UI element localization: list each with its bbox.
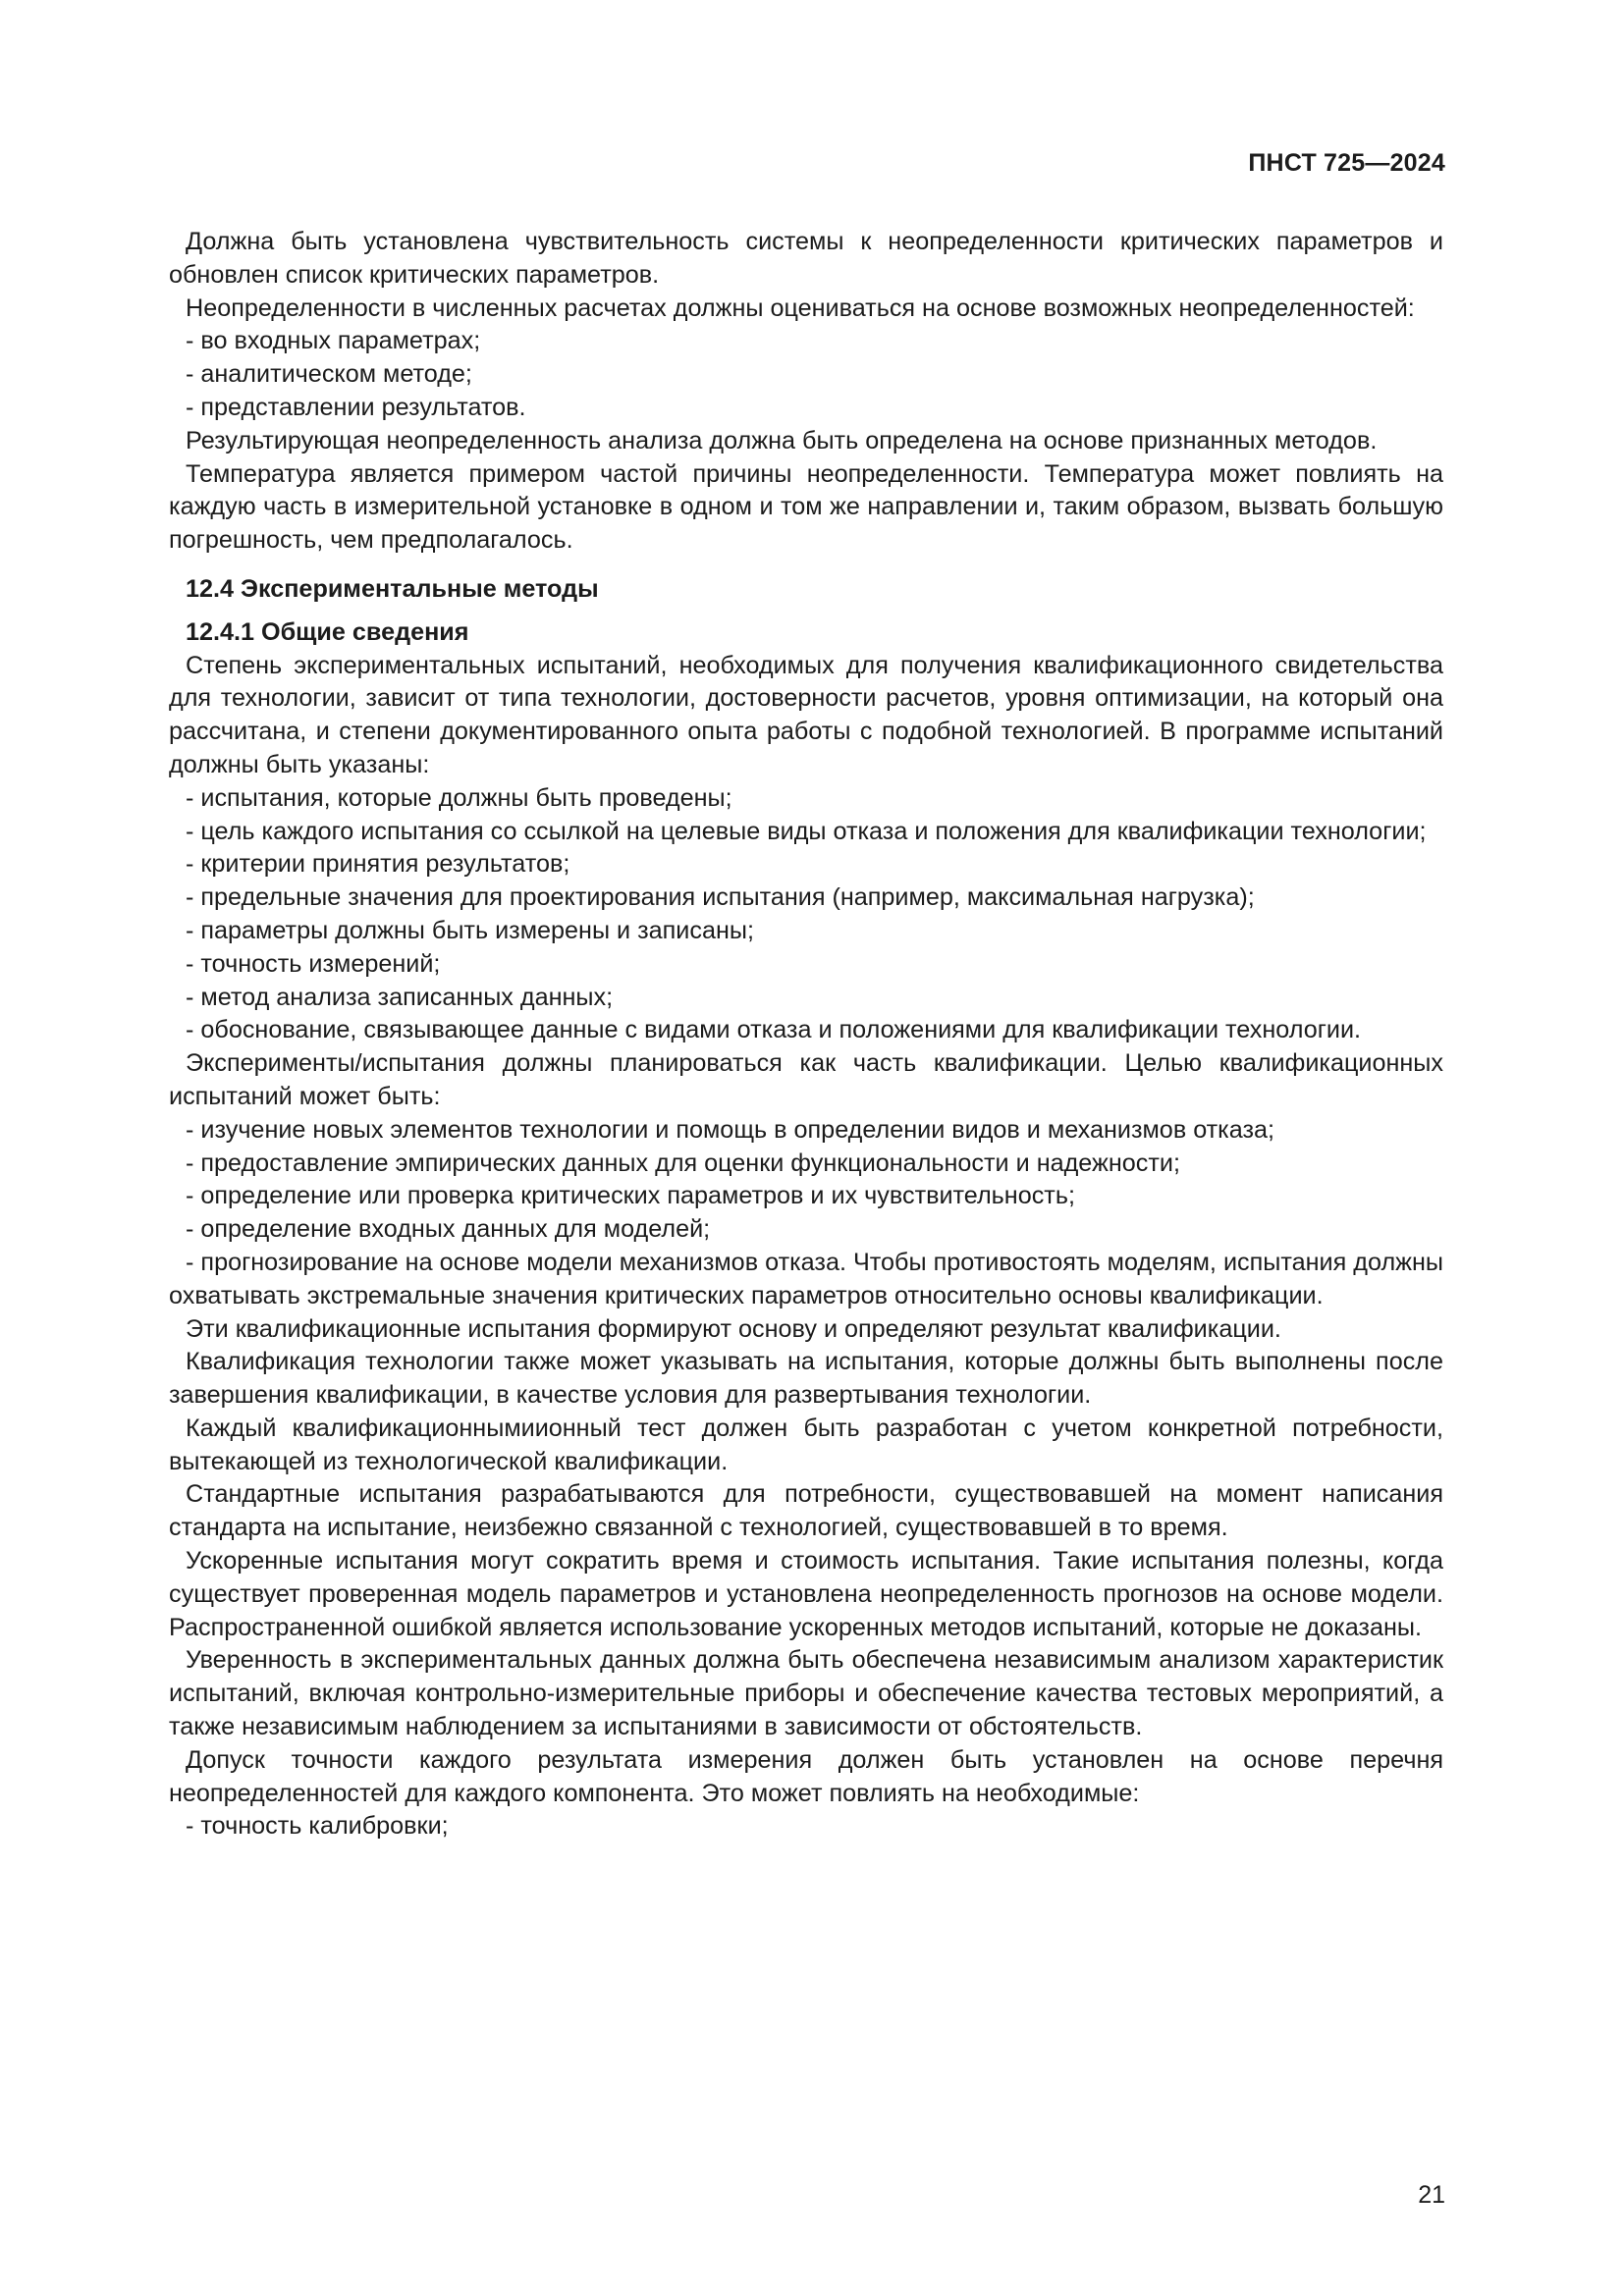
paragraph: Ускоренные испытания могут сократить время и стоимость испытания. Такие испытания полезны, когда существует проверенная модель параметров и установлена неопределенность прогнозов на основе модели. Распространенной ошибкой является использование ускоренных методов испытаний, которые не доказаны. <box>169 1547 1443 1641</box>
list-item: - предельные значения для проектирования испытания (например, максимальная нагрузка); <box>186 883 1255 912</box>
list-item: - критерии принятия результатов; <box>186 850 570 879</box>
page-content <box>169 226 1443 1843</box>
list-item: - параметры должны быть измерены и записаны; <box>186 916 754 944</box>
list-item: - точность калибровки; <box>186 1812 449 1841</box>
paragraph: Уверенность в экспериментальных данных должна быть обеспечена независимым анализом характеристик испытаний, включая контрольно-измерительные приборы и обеспечение качества тестовых мероприятий, а также независимым наблюдением за испытаниями в зависимости от обстоятельств. <box>169 1646 1443 1741</box>
list-item: - представлении результатов. <box>186 393 526 421</box>
list-item: - во входных параметрах; <box>186 327 481 355</box>
list-item: - точность измерений; <box>186 949 441 978</box>
paragraph: Эксперименты/испытания должны планироваться как часть квалификации. Целью квалификационных испытаний может быть: <box>169 1049 1443 1110</box>
list-item: - испытания, которые должны быть проведены; <box>186 783 732 812</box>
paragraph: Стандартные испытания разрабатываются для потребности, существовавшей на момент написания стандарта на испытание, неизбежно связанной с технологией, существовавшей в то время. <box>169 1480 1443 1542</box>
paragraph: Должна быть установлена чувствительность системы к неопределенности критических параметров и обновлен список критических параметров. <box>169 228 1443 289</box>
list-item: - прогнозирование на основе модели механизмов отказа. Чтобы противостоять моделям, испытания должны охватывать экстремальные значения критических параметров относительно основы квалификации. <box>169 1248 1443 1309</box>
paragraph: Квалификация технологии также может указывать на испытания, которые должны быть выполнены после завершения квалификации, в качестве условия для развертывания технологии. <box>169 1348 1443 1410</box>
paragraph: Эти квалификационные испытания формируют основу и определяют результат квалификации. <box>186 1314 1281 1343</box>
paragraph: Допуск точности каждого результата измерения должен быть установлен на основе перечня неопределенностей для каждого компонента. Это может повлиять на необходимые: <box>169 1745 1443 1807</box>
section-heading: 12.4 Экспериментальные методы <box>186 574 599 603</box>
paragraph: Неопределенности в численных расчетах должны оцениваться на основе возможных неопределенностей: <box>186 294 1415 322</box>
paragraph: Температура является примером частой причины неопределенности. Температура может повлиять на каждую часть в измерительной установке в одном и том же направлении и, таким образом, вызвать большую погрешность, чем предполагалось. <box>169 459 1443 555</box>
list-item: - обоснование, связывающее данные с видами отказа и положениями для квалификации технологии. <box>186 1016 1362 1044</box>
list-item: - предоставление эмпирических данных для оценки функциональности и надежности; <box>186 1148 1180 1177</box>
list-item: - изучение новых элементов технологии и помощь в определении видов и механизмов отказа; <box>186 1115 1275 1144</box>
subsection-heading: 12.4.1 Общие сведения <box>186 617 469 646</box>
list-item: - определение входных данных для моделей; <box>186 1215 711 1244</box>
paragraph: Каждый квалификационнымиионный тест должен быть разработан с учетом конкретной потребности, вытекающей из технологической квалификации. <box>169 1414 1443 1475</box>
page-number: 21 <box>1418 2181 1445 2209</box>
list-item: - определение или проверка критических параметров и их чувствительность; <box>186 1182 1075 1210</box>
list-item: - цель каждого испытания со ссылкой на целевые виды отказа и положения для квалификации технологии; <box>186 817 1427 845</box>
paragraph: Результирующая неопределенность анализа должна быть определена на основе признанных методов. <box>186 426 1378 454</box>
paragraph: Степень экспериментальных испытаний, необходимых для получения квалификационного свидетельства для технологии, зависит от типа технологии, достоверности расчетов, уровня оптимизации, на который она рассчитана, и степени документированного опыта работы с подобной технологией. В программе испытаний должны быть указаны: <box>169 651 1443 778</box>
document-code: ПНСТ 725—2024 <box>1248 149 1445 177</box>
list-item: - метод анализа записанных данных; <box>186 983 614 1011</box>
list-item: - аналитическом методе; <box>186 360 472 389</box>
